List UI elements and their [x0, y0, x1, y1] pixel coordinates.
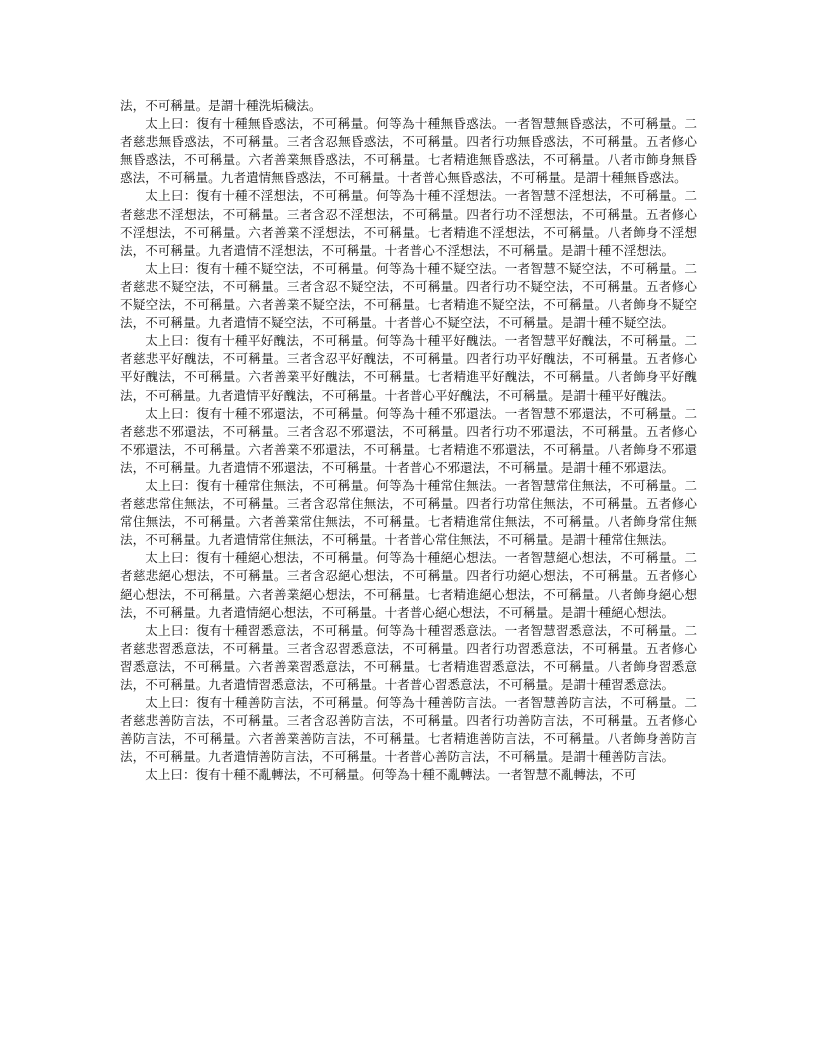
document-page	[120, 97, 697, 785]
paragraph-no-doubt-void: 太上曰：復有十種不疑空法，不可稱量。何等為十種不疑空法。一者智慧不疑空法，不可稱量。二者慈悲不疑空法，不可稱量。三者含忍不疑空法，不可稱量。四者行功不疑空法，不可稱量。五者修心不疑空法，不可稱量。六者善業不疑空法，不可稱量。七者精進不疑空法，不可稱量。八者飾身不疑空法，不可稱量。九者遣情不疑空法，不可稱量。十者普心不疑空法，不可稱量。是謂十種不疑空法。	[120, 260, 697, 331]
paragraph-no-evil-return: 太上曰：復有十種不邪還法，不可稱量。何等為十種不邪還法。一者智慧不邪還法，不可稱量。二者慈悲不邪還法，不可稱量。三者含忍不邪還法，不可稱量。四者行功不邪還法，不可稱量。五者修心不邪還法，不可稱量。六者善業不邪還法，不可稱量。七者精進不邪還法，不可稱量。八者飾身不邪還法，不可稱量。九者遣情不邪還法，不可稱量。十者普心不邪還法，不可稱量。是謂十種不邪還法。	[120, 405, 697, 475]
paragraph-abiding-nothingness: 太上曰：復有十種常住無法，不可稱量。何等為十種常住無法。一者智慧常住無法，不可稱量。二者慈悲常住無法，不可稱量。三者含忍常住無法，不可稱量。四者行功常住無法，不可稱量。五者修心常住無法，不可稱量。六者善業常住無法，不可稱量。七者精進常住無法，不可稱量。八者飾身常住無法，不可稱量。九者遣情常住無法，不可稱量。十者普心常住無法，不可稱量。是謂十種常住無法。	[120, 477, 697, 548]
paragraph-no-lust: 太上曰：復有十種不淫想法，不可稱量。何等為十種不淫想法。一者智慧不淫想法，不可稱量。二者慈悲不淫想法，不可稱量。三者含忍不淫想法，不可稱量。四者行功不淫想法，不可稱量。五者修心不淫想法，不可稱量。六者善業不淫想法，不可稱量。七者精進不淫想法，不可稱量。八者飾身不淫想法，不可稱量。九者遣情不淫想法，不可稱量。十者普心不淫想法，不可稱量。是謂十種不淫想法。	[120, 188, 697, 258]
paragraph-no-disorder: 太上曰：復有十種不亂轉法，不可稱量。何等為十種不亂轉法。一者智慧不亂轉法，不可	[145, 767, 637, 783]
paragraph-equal-beauty: 太上曰：復有十種平好醜法，不可稱量。何等為十種平好醜法。一者智慧平好醜法，不可稱量。二者慈悲平好醜法，不可稱量。三者含忍平好醜法，不可稱量。四者行功平好醜法，不可稱量。五者修心平好醜法，不可稱量。六者善業平好醜法，不可稱量。七者精進平好醜法，不可稱量。八者飾身平好醜法，不可稱量。九者遣情平好醜法，不可稱量。十者普心平好醜法，不可稱量。是謂十種平好醜法。	[120, 333, 697, 403]
paragraph-cease-thought: 太上曰：復有十種絕心想法，不可稱量。何等為十種絕心想法。一者智慧絕心想法，不可稱量。二者慈悲絕心想法，不可稱量。三者含忍絕心想法，不可稱量。四者行功絕心想法，不可稱量。五者修心絕心想法，不可稱量。六者善業絕心想法，不可稱量。七者精進絕心想法，不可稱量。八者飾身絕心想法，不可稱量。九者遣情絕心想法，不可稱量。十者普心絕心想法，不可稱量。是謂十種絕心想法。	[120, 550, 697, 620]
paragraph-guard-speech: 太上曰：復有十種善防言法，不可稱量。何等為十種善防言法。一者智慧善防言法，不可稱量。二者慈悲善防言法，不可稱量。三者含忍善防言法，不可稱量。四者行功善防言法，不可稱量。五者修心善防言法，不可稱量。六者善業善防言法，不可稱量。七者精進善防言法，不可稱量。八者飾身善防言法，不可稱量。九者遣情善防言法，不可稱量。十者普心善防言法，不可稱量。是謂十種善防言法。	[120, 695, 697, 765]
lead-fragment: 法，不可稱量。是謂十種洗垢穢法。	[120, 98, 322, 113]
paragraph-practice-intent: 太上曰：復有十種習悉意法，不可稱量。何等為十種習悉意法。一者智慧習悉意法，不可稱量。二者慈悲習悉意法，不可稱量。三者含忍習悉意法，不可稱量。四者行功習悉意法，不可稱量。五者修心習悉意法，不可稱量。六者善業習悉意法，不可稱量。七者精進習悉意法，不可稱量。八者飾身習悉意法，不可稱量。九者遣情習悉意法，不可稱量。十者普心習悉意法，不可稱量。是謂十種習悉意法。	[120, 622, 697, 692]
paragraph-no-confusion: 太上曰：復有十種無昏惑法，不可稱量。何等為十種無昏惑法。一者智慧無昏惑法，不可稱量。二者慈悲無昏惑法，不可稱量。三者含忍無昏惑法，不可稱量。四者行功無昏惑法，不可稱量。五者修心無昏惑法，不可稱量。六者善業無昏惑法，不可稱量。七者精進無昏惑法，不可稱量。八者市飾身無昏惑法，不可稱量。九者遣情無昏惑法，不可稱量。十者普心無昏惑法，不可稱量。是謂十種無昏惑法。	[120, 116, 697, 186]
